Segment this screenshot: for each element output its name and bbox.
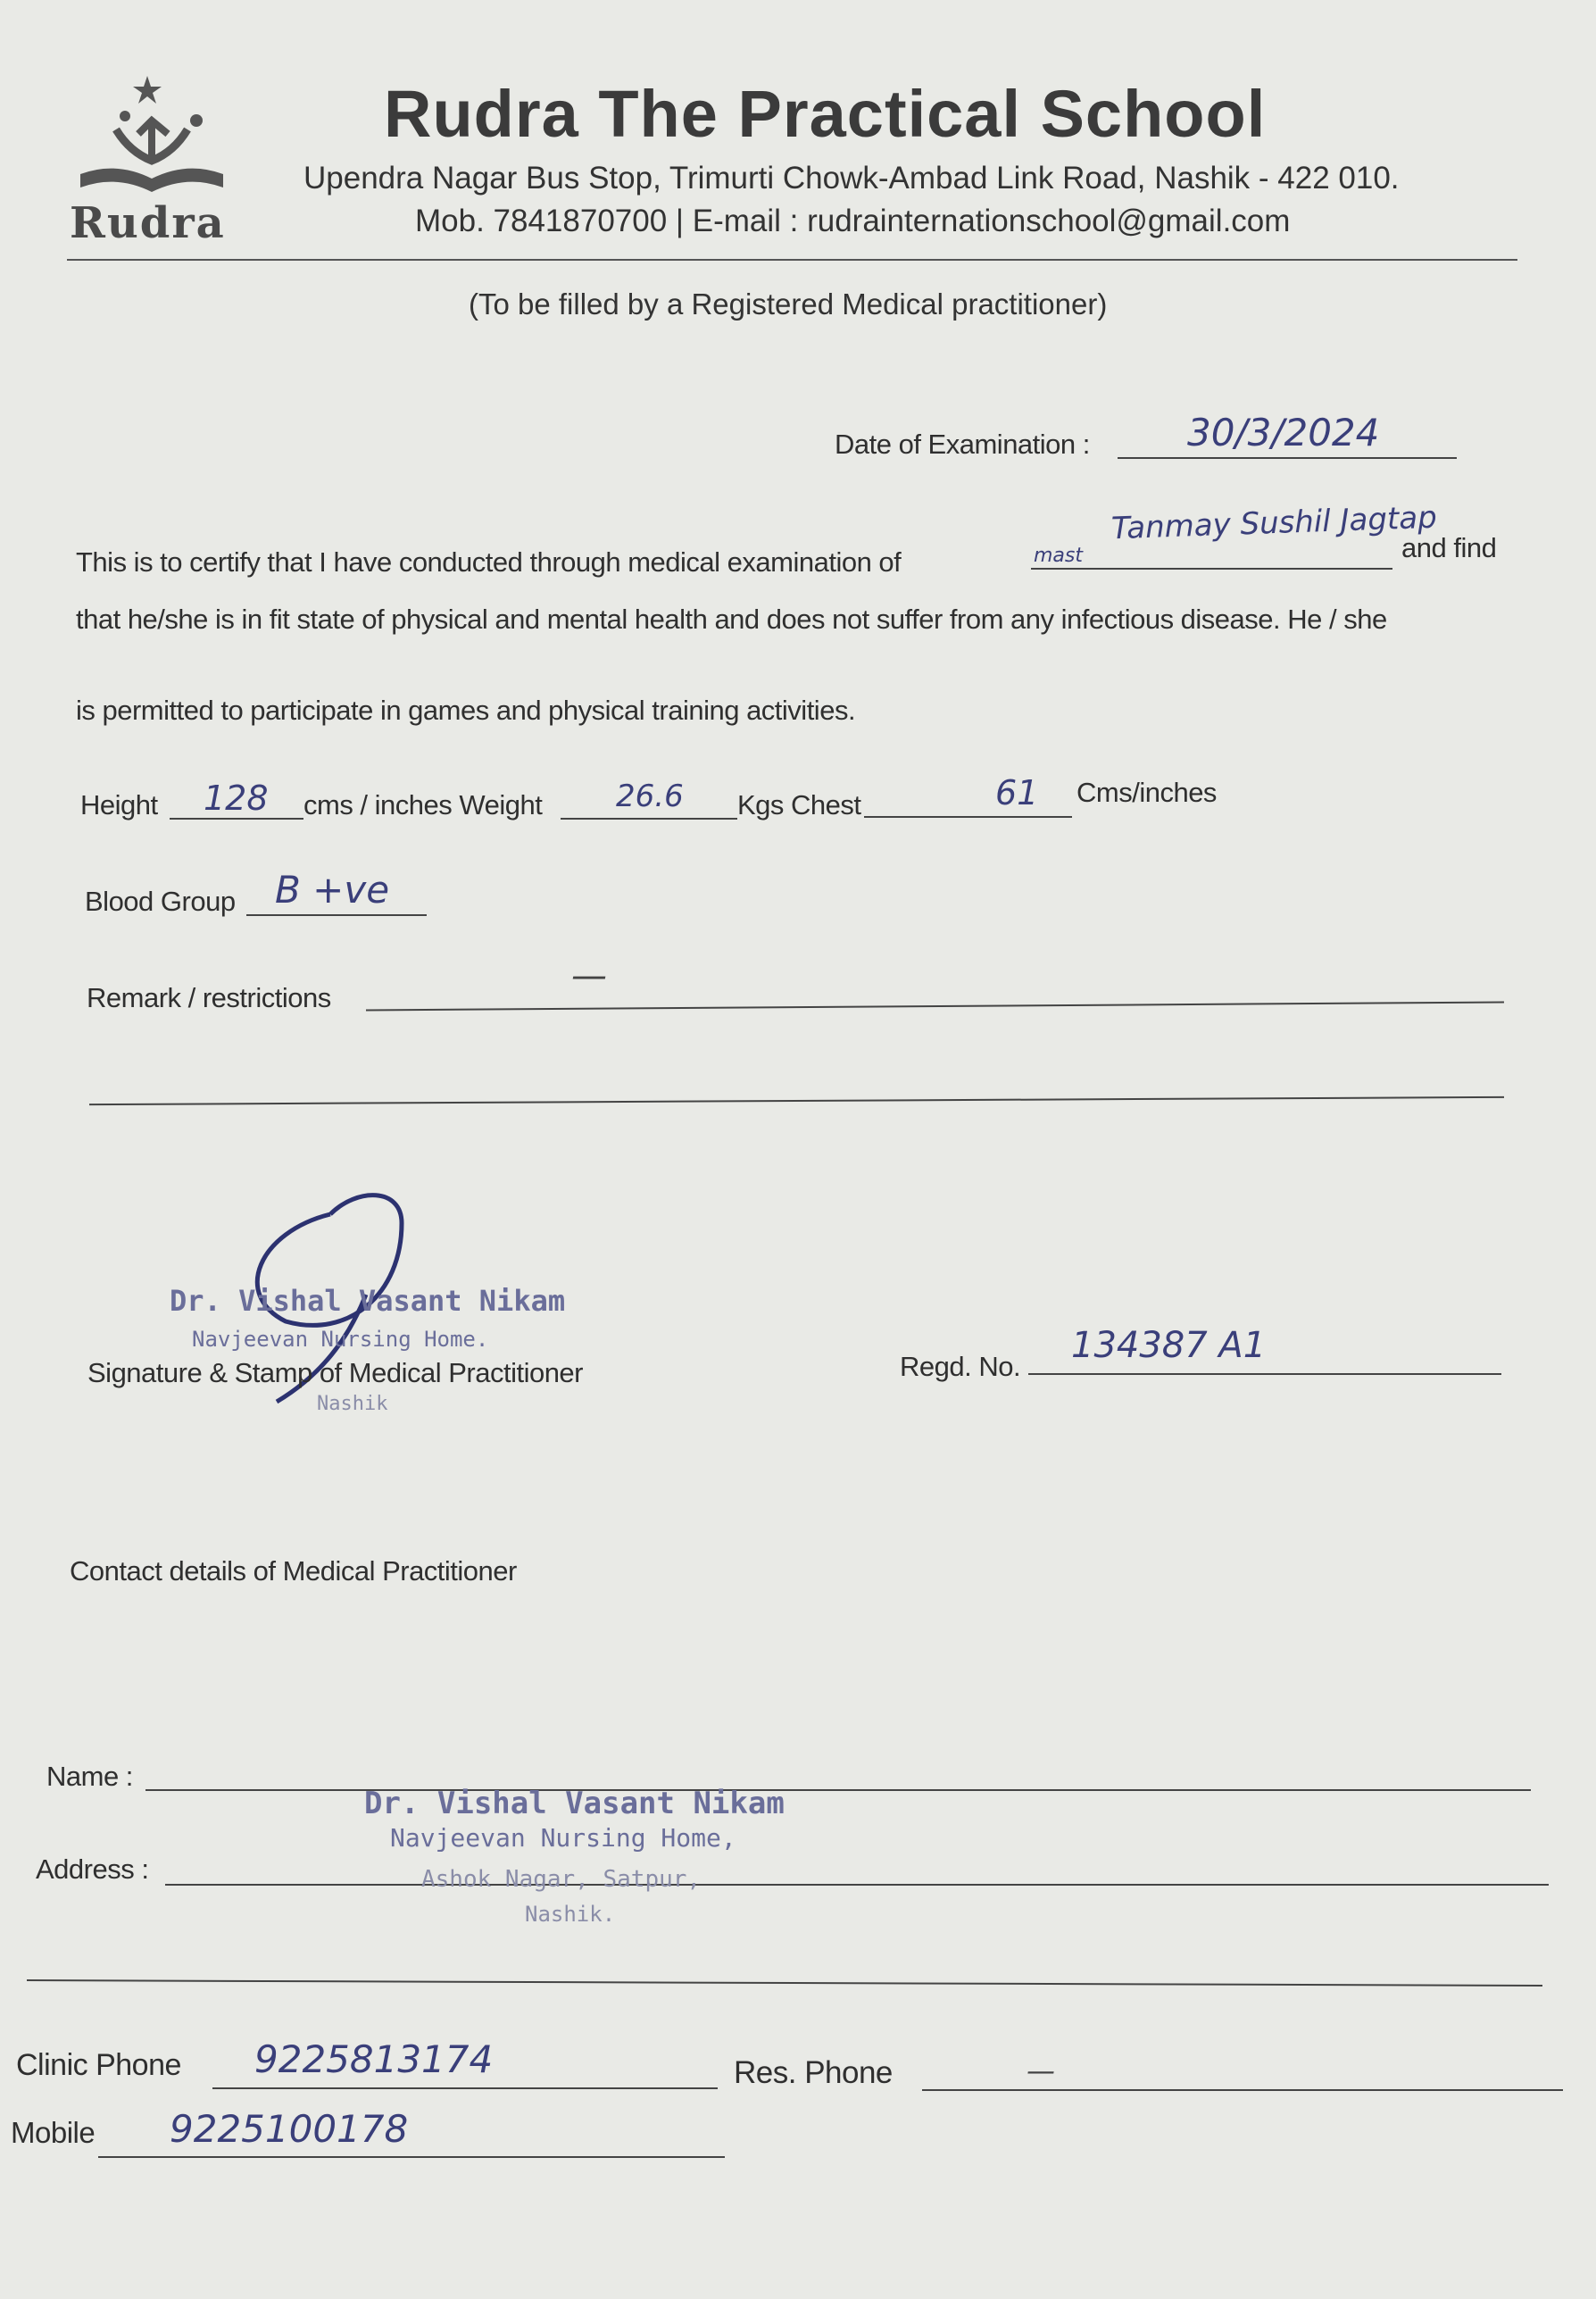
practitioner-address-underline bbox=[165, 1884, 1549, 1886]
date-label: Date of Examination : bbox=[835, 429, 1090, 460]
regd-value[interactable]: 134387 A1 bbox=[1071, 1325, 1267, 1366]
mobile-value[interactable]: 9225100178 bbox=[170, 2107, 409, 2151]
chest-value[interactable]: 61 bbox=[995, 773, 1039, 812]
res-phone-label: Res. Phone bbox=[734, 2055, 893, 2090]
height-label: Height bbox=[80, 789, 158, 820]
clinic-phone-underline bbox=[212, 2087, 718, 2089]
clinic-phone-value[interactable]: 9225813174 bbox=[254, 2037, 494, 2081]
practitioner-address-line1[interactable]: Navjeevan Nursing Home, bbox=[390, 1823, 736, 1853]
practitioner-section-title: Contact details of Medical Practitioner bbox=[70, 1555, 517, 1587]
date-underline bbox=[1118, 457, 1457, 459]
practitioner-address-line3[interactable]: Nashik. bbox=[525, 1902, 616, 1927]
certify-line1: This is to certify that I have conducted through medical examination of bbox=[76, 546, 902, 578]
date-value[interactable]: 30/3/2024 bbox=[1187, 411, 1380, 454]
blood-group-label: Blood Group bbox=[85, 886, 236, 917]
header-divider bbox=[67, 259, 1517, 261]
res-phone-value[interactable]: — bbox=[1027, 2053, 1055, 2087]
blood-group-value[interactable]: B +ve bbox=[275, 868, 390, 912]
signature-label: Signature & Stamp of Medical Practitioner bbox=[87, 1357, 583, 1388]
res-phone-underline bbox=[922, 2089, 1563, 2091]
mobile-underline bbox=[98, 2156, 725, 2158]
school-address: Upendra Nagar Bus Stop, Trimurti Chowk-Ambad Link Road, Nashik - 422 010. bbox=[303, 161, 1400, 196]
patient-prefix[interactable]: mast bbox=[1034, 545, 1083, 567]
mobile-label: Mobile bbox=[11, 2116, 96, 2149]
chest-units: Cms/inches bbox=[1076, 777, 1217, 808]
remark-underline-2 bbox=[89, 1096, 1504, 1105]
stamp-name: Dr. Vishal Vasant Nikam bbox=[170, 1284, 566, 1318]
weight-units: Kgs Chest bbox=[737, 789, 861, 820]
certify-line2: that he/she is in fit state of physical and mental health and does not suffer from any infectious disease. He / she bbox=[76, 604, 1387, 635]
and-find-text: and find bbox=[1401, 532, 1497, 563]
clinic-phone-label: Clinic Phone bbox=[16, 2048, 181, 2082]
certify-line3: is permitted to participate in games and physical training activities. bbox=[76, 695, 856, 726]
weight-underline bbox=[561, 818, 737, 820]
practitioner-name-value[interactable]: Dr. Vishal Vasant Nikam bbox=[364, 1786, 785, 1821]
remark-label: Remark / restrictions bbox=[87, 982, 331, 1013]
stamp-line2: Navjeevan Nursing Home. bbox=[192, 1327, 489, 1352]
practitioner-name-label: Name : bbox=[46, 1761, 133, 1792]
height-value[interactable]: 128 bbox=[204, 779, 269, 818]
regd-label: Regd. No. bbox=[900, 1351, 1021, 1382]
blood-group-underline bbox=[246, 914, 427, 916]
remark-value[interactable]: — bbox=[571, 955, 607, 996]
practitioner-address-label: Address : bbox=[36, 1853, 149, 1885]
stamp-line3: Nashik bbox=[317, 1393, 388, 1415]
address-underline-2 bbox=[27, 1979, 1542, 1987]
remark-underline bbox=[366, 1002, 1504, 1012]
chest-underline bbox=[864, 816, 1072, 818]
regd-underline bbox=[1028, 1373, 1501, 1375]
instruction-text: (To be filled by a Registered Medical practitioner) bbox=[469, 287, 1108, 321]
logo-text: Rudra bbox=[70, 198, 226, 248]
height-units: cms / inches Weight bbox=[303, 789, 543, 820]
school-contact: Mob. 7841870700 | E-mail : rudrainternationschool@gmail.com bbox=[415, 204, 1291, 238]
patient-name-underline bbox=[1031, 568, 1392, 570]
patient-name[interactable]: Tanmay Sushil Jagtap bbox=[1110, 499, 1438, 547]
practitioner-address-line2[interactable]: Ashok Nagar, Satpur, bbox=[421, 1866, 702, 1893]
height-underline bbox=[170, 818, 303, 820]
school-name: Rudra The Practical School bbox=[384, 77, 1267, 151]
weight-value[interactable]: 26.6 bbox=[616, 779, 684, 814]
practitioner-name-underline bbox=[145, 1789, 1531, 1791]
